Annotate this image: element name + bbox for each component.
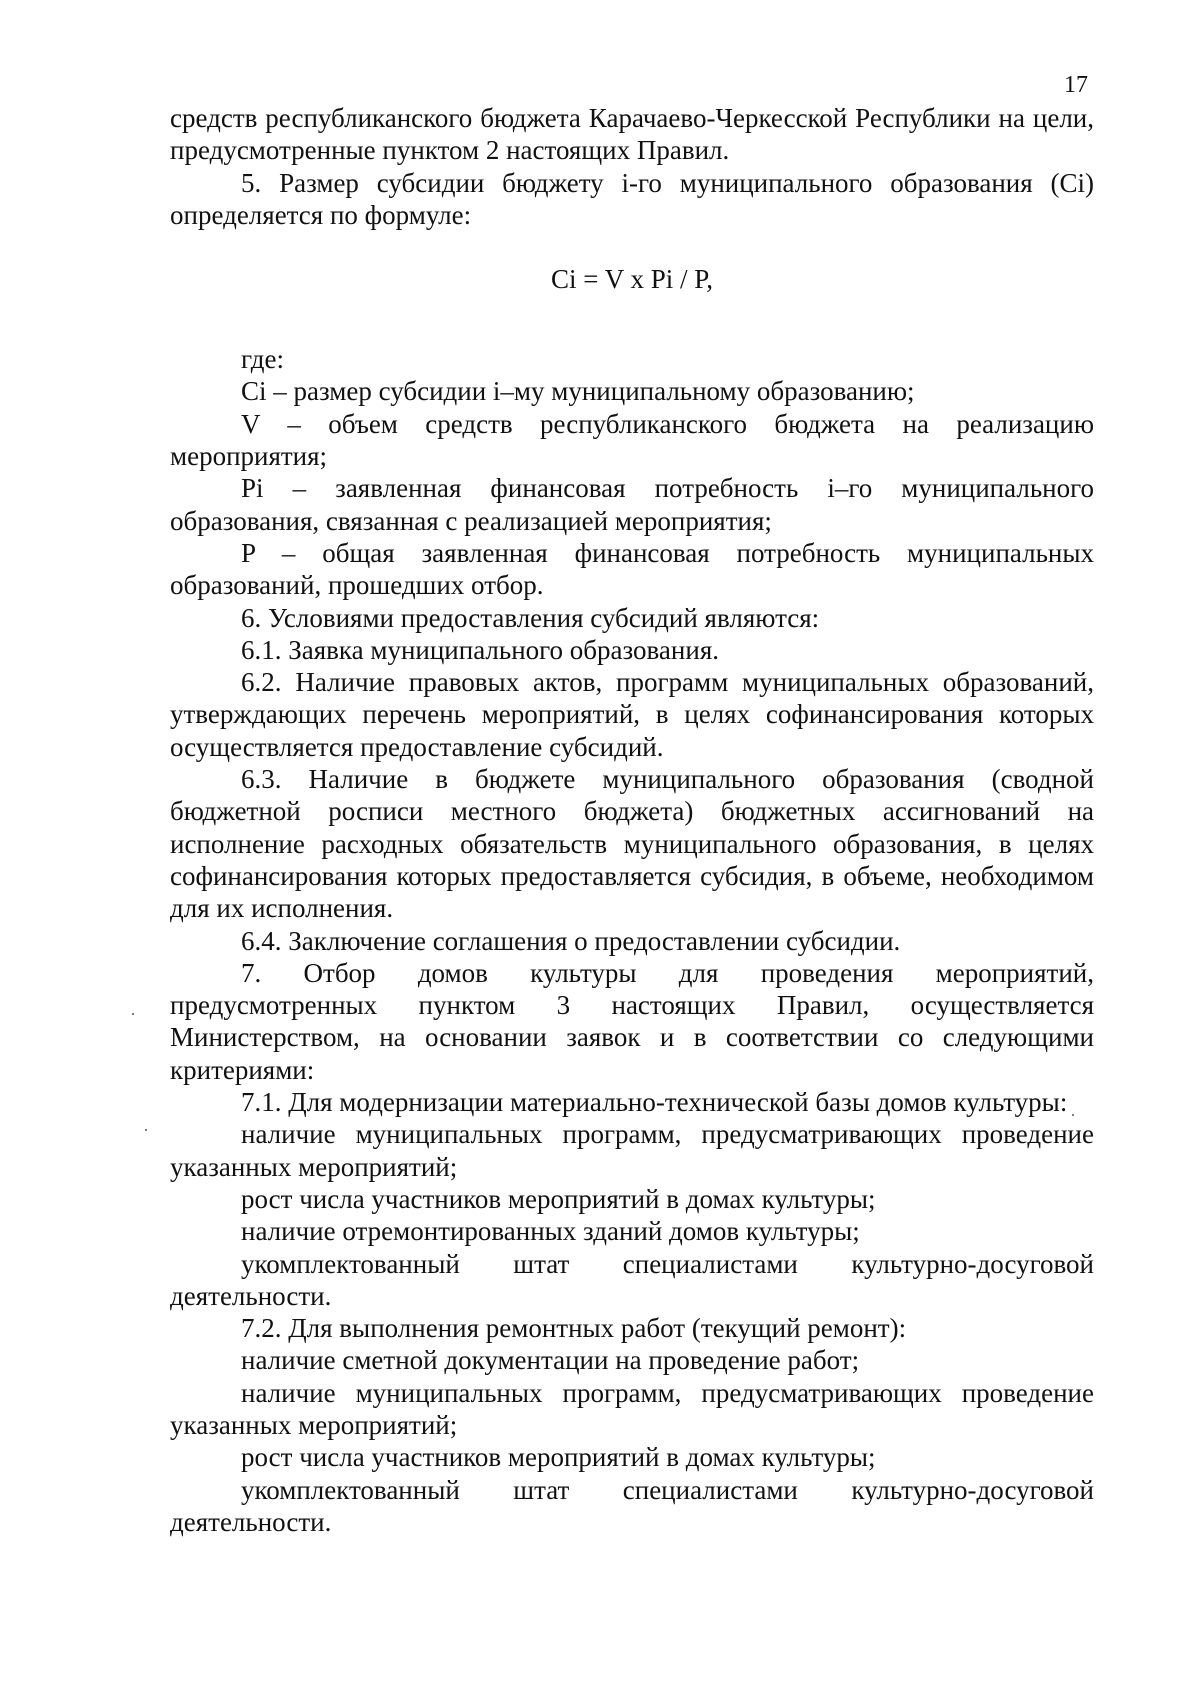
- paragraph-continuation: средств республиканского бюджета Карачаево-Черкесской Республики на цели, предусмотренные пунктом 2 настоящих Правил.: [170, 103, 1094, 166]
- paragraph-item-6: 6. Условиями предоставления субсидий являются:: [241, 602, 820, 633]
- criterion-programs: наличие муниципальных программ, предусматривающих проведение указанных мероприятий;: [170, 1119, 1094, 1182]
- criterion-participants: рост числа участников мероприятий в домах культуры;: [241, 1183, 876, 1214]
- criterion-repaired-buildings: наличие отремонтированных зданий домов культуры;: [241, 1216, 860, 1247]
- criterion-staff: укомплектованный штат специалистами культурно-досуговой деятельности.: [170, 1248, 1094, 1311]
- definition-pi: Pi – заявленная финансовая потребность i–го муниципального образования, связанная с реализацией мероприятия;: [170, 473, 1094, 536]
- paragraph-item-6-2: 6.2. Наличие правовых актов, программ муниципальных образований, утверждающих перечень мероприятий, в целях софинансирования которых осуществляется предоставление субсидий.: [170, 667, 1094, 762]
- definition-ci: Ci – размер субсидии i–му муниципальному образованию;: [241, 376, 915, 407]
- paragraph-item-7-1: 7.1. Для модернизации материально-технической базы домов культуры:: [241, 1087, 1068, 1118]
- criterion-staff-2: укомплектованный штат специалистами культурно-досуговой деятельности.: [170, 1474, 1094, 1537]
- paragraph-item-6-3: 6.3. Наличие в бюджете муниципального образования (сводной бюджетной росписи местного бюджета) бюджетных ассигнований на исполнение расходных обязательств муниципального образования, в целях софинансирования которых предоставляется субсидия, в объеме, необходимом для их исполнения.: [170, 764, 1094, 924]
- scan-speck: [145, 1129, 147, 1131]
- paragraph-item-7-2: 7.2. Для выполнения ремонтных работ (текущий ремонт):: [241, 1313, 907, 1344]
- criterion-participants-2: рост числа участников мероприятий в домах культуры;: [241, 1442, 876, 1473]
- formula: Ci = V x Pi / P,: [550, 264, 714, 295]
- scan-speck: [132, 1013, 134, 1015]
- paragraph-item-7: 7. Отбор домов культуры для проведения мероприятий, предусмотренных пунктом 3 настоящих Правил, осуществляется Министерством, на основании заявок и в соответствии со следующими критериями:: [170, 957, 1094, 1085]
- definition-p: P – общая заявленная финансовая потребность муниципальных образований, прошедших отбор.: [170, 537, 1094, 601]
- paragraph-item-6-4: 6.4. Заключение соглашения о предоставлении субсидии.: [241, 925, 901, 956]
- paragraph-item-5: 5. Размер субсидии бюджету i-го муниципального образования (Ci) определяется по формуле:: [170, 167, 1094, 230]
- paragraph-where: где:: [241, 344, 284, 375]
- definition-v: V – объем средств республиканского бюджета на реализацию мероприятия;: [170, 408, 1094, 472]
- paragraph-item-6-1: 6.1. Заявка муниципального образования.: [241, 634, 719, 665]
- document-body: [170, 102, 1094, 1538]
- page-number: 17: [1064, 72, 1088, 98]
- scan-speck: [1072, 1114, 1074, 1116]
- criterion-programs-2: наличие муниципальных программ, предусматривающих проведение указанных мероприятий;: [170, 1377, 1094, 1440]
- criterion-estimate-docs: наличие сметной документации на проведение работ;: [241, 1345, 860, 1376]
